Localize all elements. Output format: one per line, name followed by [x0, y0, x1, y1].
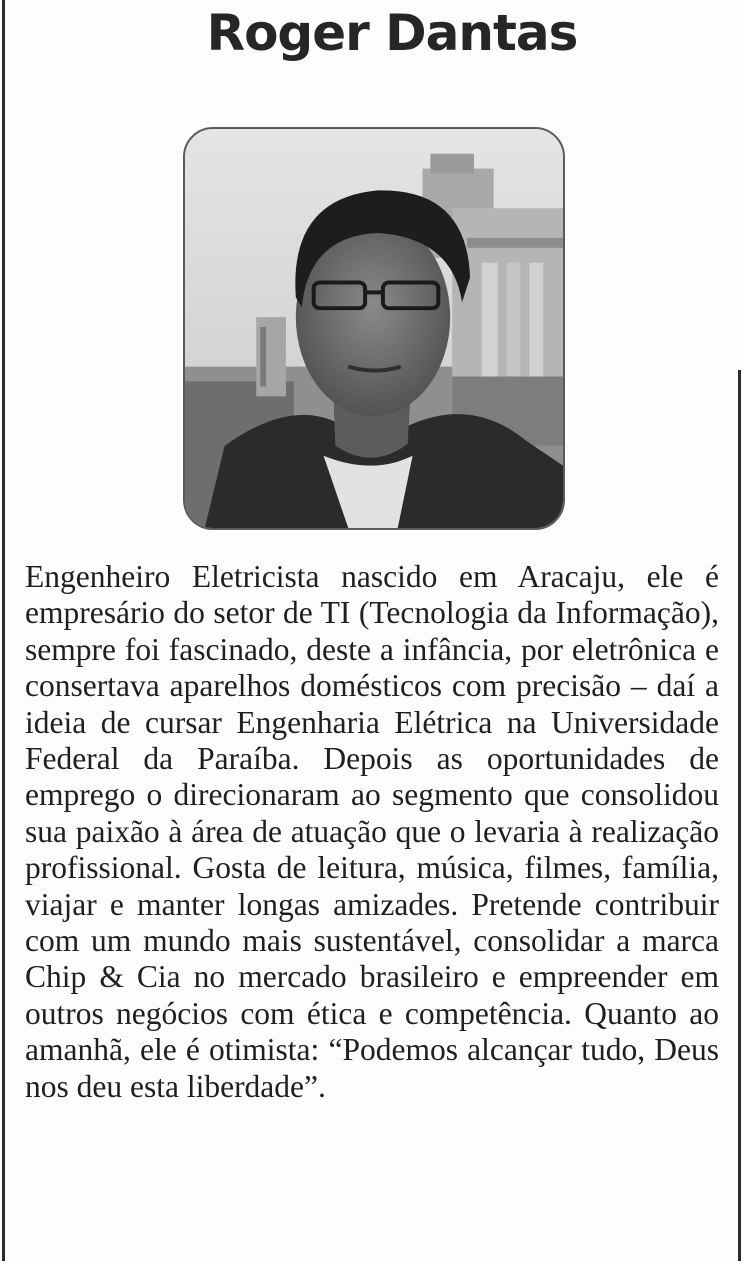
portrait-photo — [183, 127, 565, 530]
person-name-heading: Roger Dantas — [206, 4, 578, 62]
left-column-rule — [2, 0, 5, 1261]
biography-paragraph: Engenheiro Eletricista nascido em Aracaju, ele é empresário do setor de TI (Tecnologia da Informação), sempre foi fascinado, deste a infância, por eletrônica e consertava aparelhos domésticos com precisão – daí a ideia de cursar Engenharia Elétrica na Universidade Federal da Paraíba. Depois as oportunidades de emprego o direcionaram ao segmento que consolidou sua paixão à área de atuação que o levaria à realização profissional. Gosta de leitura, música, filmes, família, viajar e manter longas amizades. Pretende contribuir com um mundo mais sustentável, consolidar a marca Chip & Cia no mercado brasileiro e empreender em outros negócios com ética e competência. Quanto ao amanhã, ele é otimista: “Podemos alcançar tudo, Deus nos deu esta liberdade”. — [25, 559, 719, 1104]
portrait-photo-icon — [185, 129, 563, 528]
right-column-rule — [738, 370, 741, 1261]
